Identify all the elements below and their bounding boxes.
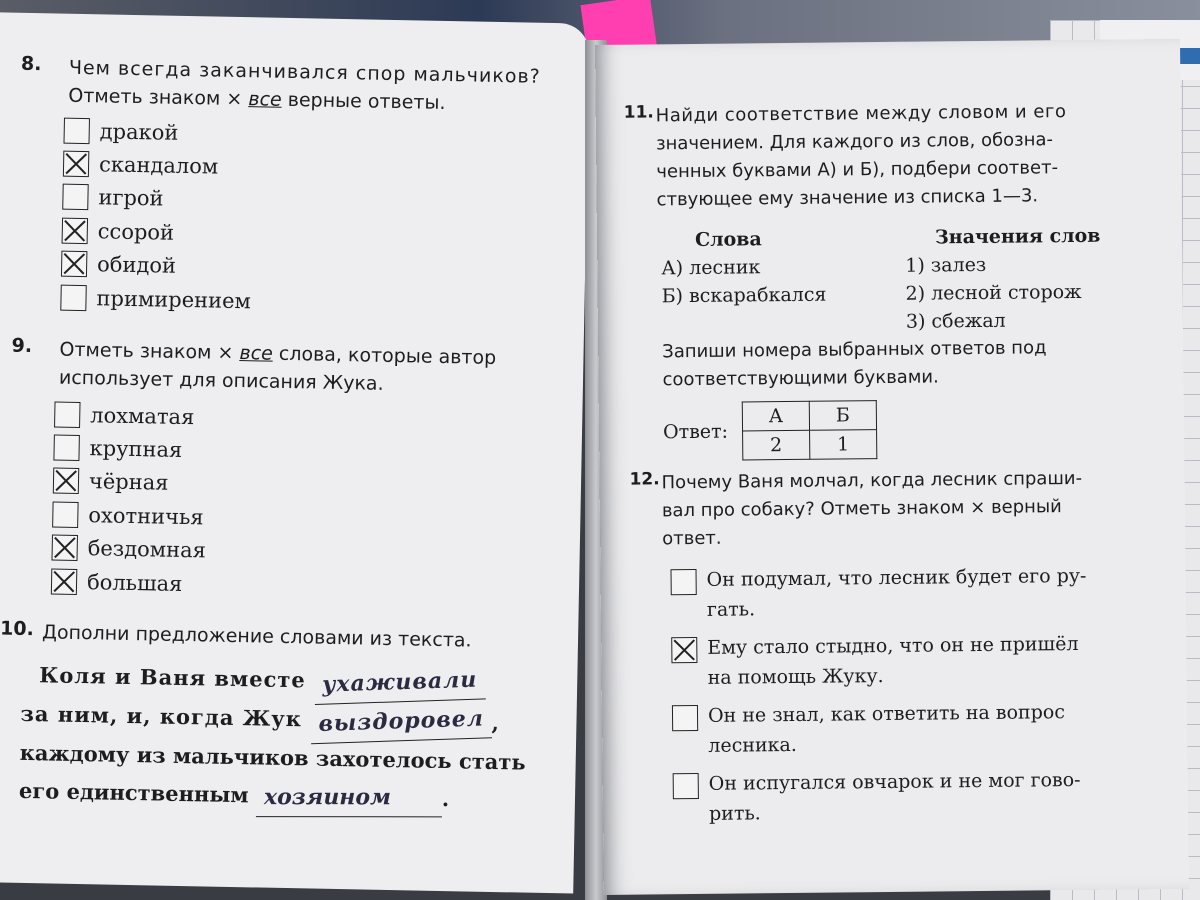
question-8-number: 8.	[20, 52, 42, 76]
question-10	[0, 617, 553, 821]
q11-table-header-a: А	[742, 401, 809, 431]
q12-option-text	[707, 629, 1079, 693]
q11-text-line2: значением. Для каждого из слов, обозна-	[655, 129, 1054, 155]
q12-option[interactable]	[670, 560, 1141, 625]
q9-instr-post: слова, которые автор	[278, 342, 497, 369]
q9-option-label: крупная	[89, 436, 183, 463]
x-mark-icon: ×	[217, 341, 234, 364]
question-12-options	[670, 560, 1143, 829]
q11-table-header-b: Б	[809, 401, 876, 431]
question-9-number: 9.	[11, 334, 33, 358]
q9-option-label: большая	[86, 569, 183, 596]
q8-option-label: обидой	[96, 252, 177, 279]
checkbox-checked[interactable]	[53, 468, 79, 494]
checkbox[interactable]	[63, 117, 89, 143]
checkbox-checked[interactable]	[51, 568, 77, 594]
checkbox-checked[interactable]	[51, 535, 77, 561]
q12-option-text	[706, 561, 1086, 625]
q12-option-line: Он подумал, что лесник будет его ру-	[706, 564, 1087, 591]
q12-option-line: Ему стало стыдно, что он не пришёл	[707, 632, 1079, 659]
question-9-text-line2: использует для описания Жука.	[58, 366, 384, 395]
question-12	[629, 464, 1143, 837]
question-10-sentence	[19, 656, 552, 821]
checkbox-checked[interactable]	[63, 151, 89, 177]
q9-option-label: лохматая	[90, 402, 195, 429]
question-11	[624, 97, 1128, 461]
q9-instr-pre: Отметь знаком	[59, 338, 212, 364]
q11-text-line4: ствующее ему значение из списка 1—3.	[656, 185, 1039, 211]
q11-words-header: Слова	[694, 228, 762, 251]
question-11-number: 11.	[623, 102, 654, 123]
q12-option-line: на помощь Жуку.	[707, 665, 884, 689]
q11-word: Б) вскарабкался	[661, 283, 827, 308]
question-8-options	[60, 114, 560, 324]
left-page-paper	[0, 12, 590, 894]
question-9	[11, 334, 552, 607]
q8-option-label: примирением	[96, 285, 252, 313]
q12-instr-post: верный	[990, 496, 1062, 518]
q10-comma: ,	[491, 709, 501, 736]
q8-instr-post: верные ответы.	[287, 88, 446, 114]
x-mark-icon: ×	[970, 496, 986, 519]
q10-text-part1: Коля и Ваня вместе	[39, 662, 307, 693]
x-mark-icon: ×	[226, 87, 243, 111]
q11-matching	[625, 221, 1126, 333]
q10-answer-field-3[interactable]: хозяином	[256, 778, 442, 817]
q12-option[interactable]	[671, 628, 1142, 693]
q10-text-part4: его единственным	[18, 777, 249, 808]
checkbox[interactable]	[670, 569, 696, 595]
left-page	[0, 0, 596, 900]
q12-option-line: Он испугался овчарок и не мог гово-	[708, 768, 1081, 795]
q10-text-part2: за ним, и, когда Жук	[20, 700, 303, 732]
q9-instr-all: все	[239, 342, 274, 365]
q8-instr-all: все	[248, 88, 282, 111]
q11-word: А) лесник	[661, 256, 761, 280]
q12-option-line: рить.	[708, 802, 761, 825]
q8-option-label: ссорой	[97, 219, 175, 245]
q12-option-line: лесника.	[708, 733, 797, 757]
checkbox[interactable]	[673, 773, 699, 799]
right-page	[595, 39, 1189, 895]
checkbox[interactable]	[60, 284, 86, 310]
q9-option-label: охотничья	[88, 503, 204, 530]
checkbox-checked[interactable]	[62, 217, 88, 243]
q9-option-label: бездомная	[87, 536, 207, 563]
question-10-number: 10.	[0, 617, 35, 641]
q12-text-line1: Почему Ваня молчал, когда лесник спраши-	[661, 467, 1083, 494]
q11-answer-cell-a[interactable]: 2	[743, 430, 810, 460]
q10-answer-field-2[interactable]: выздоровел	[310, 699, 493, 744]
q8-option-label: дракой	[99, 119, 179, 145]
q11-meaning: 3) сбежал	[905, 309, 1006, 333]
q8-instr-pre: Отметь знаком	[68, 84, 221, 110]
question-12-number: 12.	[629, 469, 660, 490]
q11-meanings-header: Значения слов	[934, 224, 1101, 249]
q8-option-label: скандалом	[98, 152, 219, 179]
checkbox[interactable]	[672, 705, 698, 731]
checkbox-checked[interactable]	[61, 251, 87, 277]
q10-answer-field-1[interactable]: ухаживали	[313, 660, 485, 705]
checkbox-checked[interactable]	[671, 637, 697, 663]
checkbox[interactable]	[54, 401, 80, 427]
q12-option-line: гать.	[706, 598, 756, 621]
question-9-options	[51, 398, 551, 608]
q12-instr-pre: вал про собаку? Отметь знаком	[661, 497, 965, 522]
q8-option-label: игрой	[98, 185, 164, 212]
q9-option-label: чёрная	[88, 469, 169, 496]
q11-text-line1: Найди соответствие между словом и его	[655, 101, 1067, 127]
checkbox[interactable]	[53, 435, 79, 461]
checkbox[interactable]	[62, 184, 88, 210]
q10-sentence-line3: каждому из мальчиков захотелось стать	[19, 739, 526, 775]
q11-instr-line1: Запиши номера выбранных ответов под	[662, 337, 1047, 363]
q11-instr-line2: соответствующими буквами.	[662, 366, 939, 391]
question-8-text-line1: Чем всегда заканчивался спор мальчиков?	[68, 56, 541, 88]
q11-answer-table	[742, 400, 878, 460]
question-10-text: Дополни предложение словами из текста.	[41, 621, 472, 652]
q11-answer-cell-b[interactable]: 1	[809, 430, 876, 460]
q12-text-line3: ответ.	[662, 527, 722, 550]
q12-option[interactable]	[673, 764, 1144, 829]
q12-option-line: Он не знал, как ответить на вопрос	[707, 701, 1066, 727]
q11-meaning: 2) лесной сторож	[905, 280, 1082, 305]
question-8	[20, 52, 561, 323]
q11-answer	[663, 397, 1128, 461]
q12-option-text	[709, 765, 1081, 829]
q11-text-line3: ченных буквами А) и Б), подбери соответ-	[656, 157, 1059, 183]
checkbox[interactable]	[52, 501, 78, 527]
q11-meaning: 1) залез	[905, 253, 987, 277]
q12-option-text	[708, 697, 1065, 761]
q12-option[interactable]	[672, 696, 1143, 761]
q11-answer-label: Ответ:	[662, 420, 729, 443]
q10-period: .	[441, 786, 450, 812]
